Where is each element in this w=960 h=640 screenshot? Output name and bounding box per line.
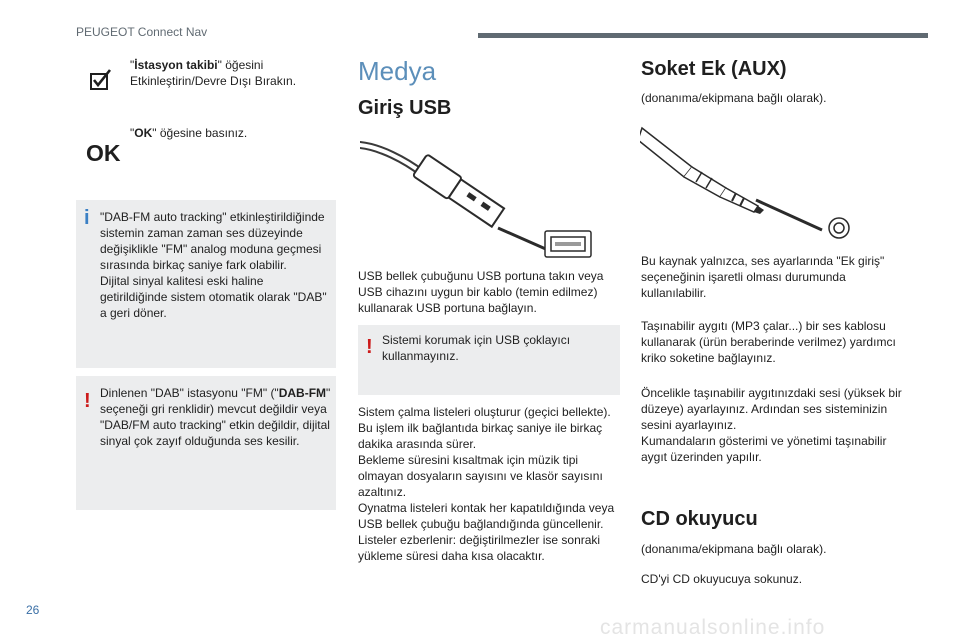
usb-heading: Giriş USB (358, 97, 452, 119)
step-station-tracking: "İstasyon takibi" öğesini Etkinleştirin/Devre Dışı Bırakın. (130, 58, 297, 88)
warning-note-text: Dinlenen "DAB" istasyonu "FM" ("DAB-FM" seçeneği gri renklidir) mevcut değildir veya "DAB/FM auto tracking" etkin değildir, dijital sinyal çok zayıf olduğunda ses kesilir. (100, 386, 331, 448)
cd-equipment-note: (donanıma/ekipmana bağlı olarak). (641, 542, 827, 556)
usb-text: USB bellek çubuğunu USB portuna takın veya USB cihazını uygun bir kablo (temin edilmez) kullanarak USB portuna bağlayın. (358, 269, 604, 315)
usb-warning-text: Sistemi korumak için USB çoklayıcı kullanmayınız. (382, 333, 571, 363)
aux-paragraph-1: Bu kaynak yalnızca, ses ayarlarında "Ek giriş" seçeneğinin işaretli olması durumunda kullanılabilir. (641, 254, 885, 300)
cd-text: CD'yi CD okuyucuya sokunuz. (641, 572, 803, 586)
warning-icon: ! (84, 390, 91, 412)
playlist-text: Sistem çalma listeleri oluşturur (geçici bellekte). Bu işlem ilk bağlantıda birkaç saniye ile birkaç dakika arasında sürer. Bekleme süresini kısaltmak için müzik tipi olmayan dosyaların sayısını ve klasör sayısını azaltınız. Oynatma listeleri kontak her kapatıldığında veya USB bellek çubuğu bağlandığında güncellenir. Listeler ezberlenir: değiştirilmezler ise sonraki yükleme süresi daha kısa olacaktır. (358, 405, 615, 563)
checkbox-check-icon (88, 68, 112, 92)
aux-paragraph-3: Öncelikle taşınabilir aygıtınızdaki sesi (yüksek bir düzeye) ayarlayınız. Ardından ses sisteminizin sesini ayarlayınız. Kumandaların gösterimi ve yönetimi taşınabilir aygıt üzerinden yapılır. (641, 386, 902, 464)
aux-equipment-note: (donanıma/ekipmana bağlı olarak). (641, 91, 827, 105)
step-press-ok: "OK" öğesine basınız. (130, 126, 248, 140)
section-title: Medya (358, 56, 437, 86)
page-number: 26 (26, 603, 40, 617)
aux-heading: Soket Ek (AUX) (641, 58, 787, 80)
usb-plug-illustration (360, 135, 600, 260)
warning-icon: ! (366, 336, 373, 358)
aux-jack-illustration (640, 120, 860, 240)
ok-icon: OK (86, 140, 121, 166)
aux-paragraph-2: Taşınabilir aygıtı (MP3 çalar...) bir ses kablosu kullanarak (ürün beraberinde verilmez) yardımcı kriko soketine bağlayınız. (641, 319, 896, 365)
info-note-text: "DAB-FM auto tracking" etkinleştirildiğinde sistemin zaman zaman ses düzeyinde değişiklikle "FM" analog moduna geçmesi sırasında birkaç saniye fark olabilir. Dijital sinyal kalitesi eski haline getirildiğinde sistem otomatik olarak "DAB" a geri döner. (100, 210, 327, 320)
cd-heading: CD okuyucu (641, 508, 758, 530)
header-bar (478, 33, 928, 38)
watermark: carmanualsonline.info (600, 616, 826, 639)
header-title: PEUGEOT Connect Nav (76, 25, 208, 39)
info-icon: i (84, 207, 90, 229)
